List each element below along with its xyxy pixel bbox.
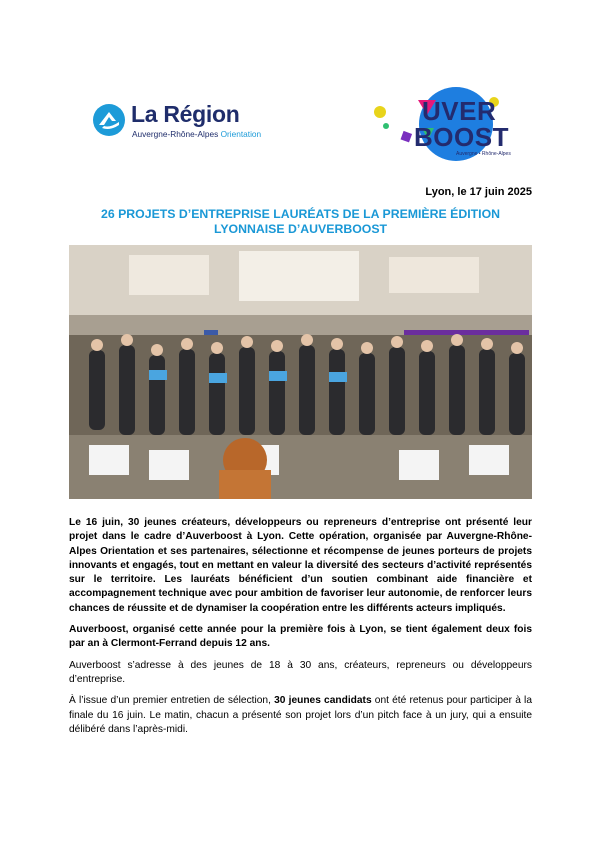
paragraph-4-bold: 30 jeunes candidats: [274, 695, 372, 707]
press-title-line1: 26 PROJETS D’ENTREPRISE LAURÉATS DE LA PREMIÈRE ÉDITION: [100, 207, 501, 221]
region-name: La Région: [131, 101, 240, 127]
group-photo-icon: [69, 245, 532, 499]
la-region-logo: [92, 101, 272, 145]
auverboost-logo: [372, 82, 532, 162]
press-body: [69, 516, 532, 744]
region-subtitle: [132, 129, 261, 139]
press-date: Lyon, le 17 juin 2025: [425, 186, 532, 198]
press-title-line2: LYONNAISE D’AUVERBOOST: [213, 222, 388, 236]
region-mark-icon: [92, 103, 126, 137]
paragraph-1: Le 16 juin, 30 jeunes créateurs, développeurs ou repreneurs d’entreprise ont présenté leur projet dans le cadre d’Auverboost à Lyon. Cette opération, organisée par Auvergne-Rhône-Alpes Orientation et ses partenaires, sélectionne et récompense de jeunes porteurs de projets innovants et engagés, tout en mettant en valeur la diversité des secteurs d’activité représentés sur le territoire. Les lauréats bénéficient d’un soutien combinant aide financière et accompagnement technique avec pour ambition de favoriser leur autonomie, de renforcer leurs chances de réussite et de dynamiser la coopération entre les différents acteurs impliqués.: [69, 517, 532, 614]
group-photo: [69, 245, 532, 499]
paragraph-2: Auverboost, organisé cette année pour la première fois à Lyon, se tient également deux fois par an à Clermont-Ferrand depuis 12 ans.: [69, 624, 532, 650]
auverboost-line1: UVER: [422, 96, 497, 126]
paragraph-4-pre: À l’issue d’un premier entretien de sélection,: [69, 695, 275, 707]
region-sub-accent: Orientation: [220, 129, 262, 139]
paragraph-4: [69, 694, 532, 737]
paragraph-3: Auverboost s’adresse à des jeunes de 18 à 30 ans, créateurs, repreneurs ou développeurs d’entreprise.: [69, 659, 532, 685]
auverboost-tagline: Auvergne • Rhône-Alpes: [456, 151, 511, 157]
region-sub-main: Auvergne-Rhône-Alpes: [132, 129, 219, 139]
auverboost-line2: BOOST: [414, 122, 509, 152]
paragraph-4-post: ont été retenus pour participer à la finale du 16 juin. Le matin, chacun a présenté son projet lors d’un pitch face à un jury, qui a ensuite délibéré dans l’après-midi.: [69, 695, 532, 735]
press-title: [69, 207, 532, 237]
